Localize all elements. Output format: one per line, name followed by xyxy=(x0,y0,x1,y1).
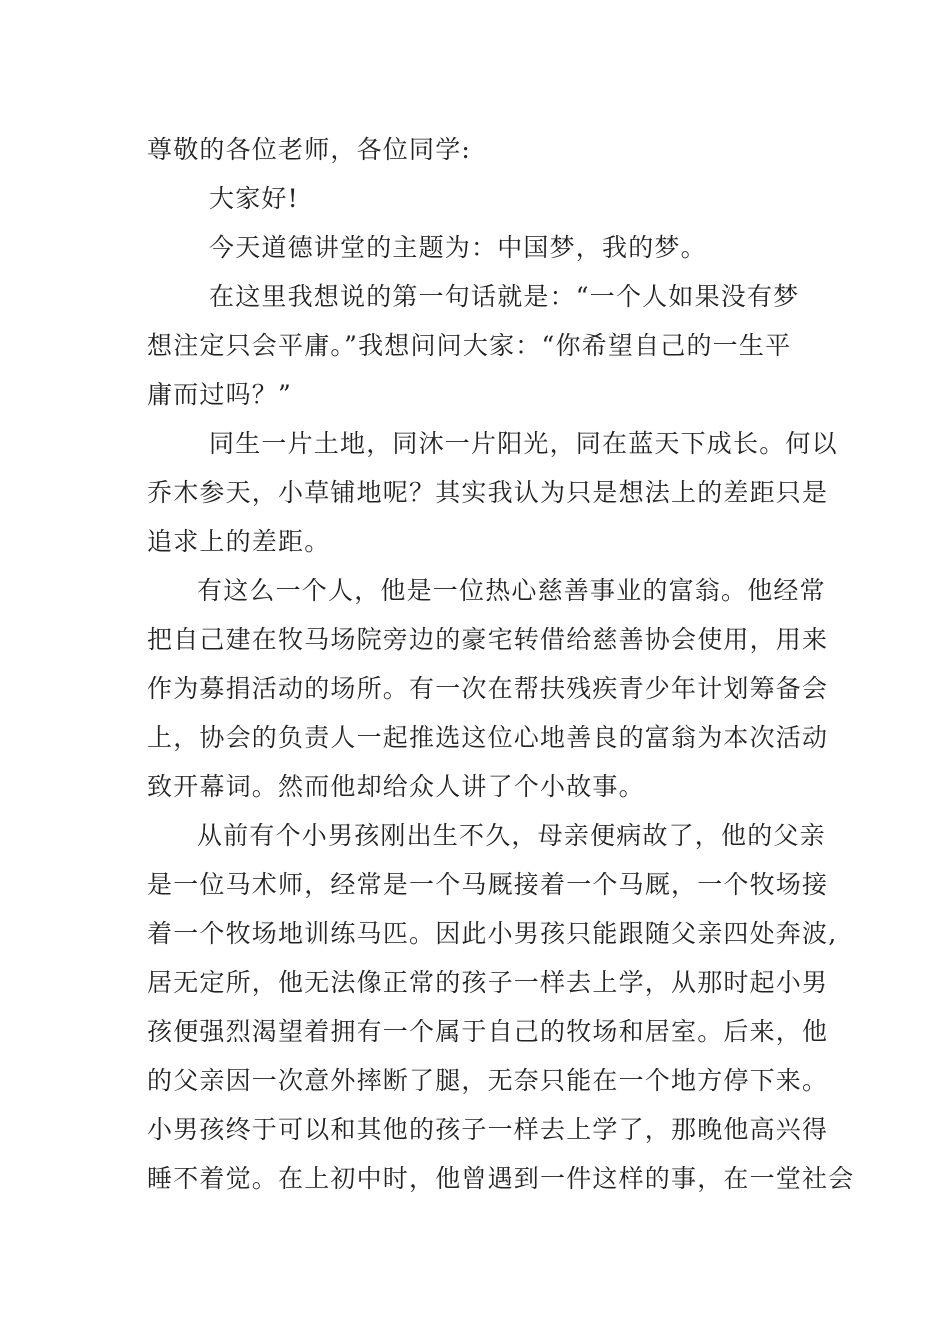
theme-line: 今天道德讲堂的主题为：中国梦，我的梦。 xyxy=(209,233,707,262)
paragraph-line: 乔木参天，小草铺地呢？其实我认为只是想法上的差距只是 xyxy=(147,478,829,507)
paragraph-line: 有这么一个人，他是一位热心慈善事业的富翁。他经常 xyxy=(197,576,826,605)
paragraph-line: 居无定所，他无法像正常的孩子一样去上学，从那时起小男 xyxy=(147,968,829,997)
greeting-line: 大家好! xyxy=(209,184,299,213)
paragraph-line: 同生一片土地，同沐一片阳光，同在蓝天下成长。何以 xyxy=(209,429,838,458)
paragraph-line: 在这里我想说的第一句话就是：“一个人如果没有梦 xyxy=(209,282,800,311)
paragraph-line: 把自己建在牧马场院旁边的豪宅转借给慈善协会使用，用来 xyxy=(147,625,829,654)
paragraph-line: 想注定只会平庸。”我想问问大家：“你希望自己的一生平 xyxy=(147,331,792,360)
paragraph-line: 是一位马术师，经常是一个马厩接着一个马厩，一个牧场接 xyxy=(147,870,829,899)
paragraph-line: 睡不着觉。在上初中时，他曾遇到一件这样的事，在一堂社会 xyxy=(147,1164,855,1193)
paragraph-line: 追求上的差距。 xyxy=(147,527,331,556)
paragraph-line: 的父亲因一次意外摔断了腿，无奈只能在一个地方停下来。 xyxy=(147,1066,829,1095)
paragraph-line: 上，协会的负责人一起推选这位心地善良的富翁为本次活动 xyxy=(147,723,829,752)
paragraph-line: 孩便强烈渴望着拥有一个属于自己的牧场和居室。后来，他 xyxy=(147,1017,829,1046)
paragraph-line: 作为募捐活动的场所。有一次在帮扶残疾青少年计划筹备会 xyxy=(147,674,829,703)
paragraph-line: 小男孩终于可以和其他的孩子一样去上学了，那晚他高兴得 xyxy=(147,1115,829,1144)
paragraph-line: 着一个牧场地训练马匹。因此小男孩只能跟随父亲四处奔波, xyxy=(147,919,838,948)
salutation-line: 尊敬的各位老师，各位同学: xyxy=(147,135,472,164)
paragraph-line: 从前有个小男孩刚出生不久，母亲便病故了，他的父亲 xyxy=(197,821,826,850)
paragraph-line: 致开幕词。然而他却给众人讲了个小故事。 xyxy=(147,772,645,801)
paragraph-line: 庸而过吗？” xyxy=(147,380,292,409)
document-body xyxy=(147,125,855,1203)
